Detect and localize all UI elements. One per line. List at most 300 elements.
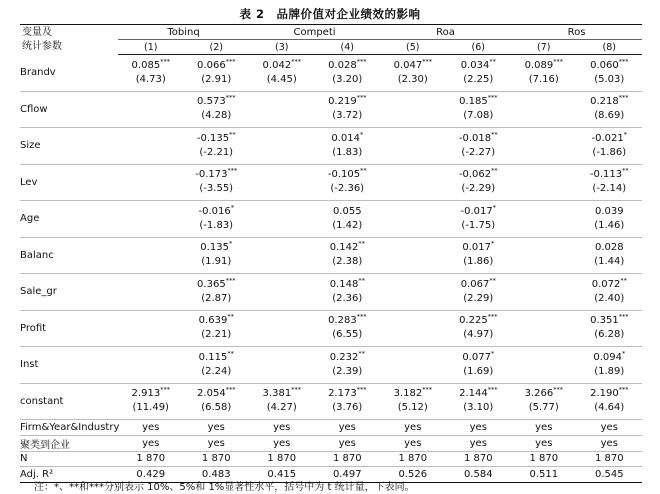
summary-cell: yes xyxy=(446,420,512,436)
coefficient-value: 3.266 xyxy=(524,388,554,400)
table-cell xyxy=(446,128,512,165)
t-statistic: (3.72) xyxy=(332,110,363,122)
t-statistic: (2.21) xyxy=(201,329,232,341)
significance-stars: *** xyxy=(618,93,629,102)
table-row xyxy=(20,310,642,347)
summary-cell: 1 870 xyxy=(577,451,643,467)
coefficient xyxy=(380,387,446,401)
table-cell xyxy=(446,164,512,201)
summary-cell: yes xyxy=(577,435,643,451)
significance-stars: *** xyxy=(291,385,301,394)
coefficient-value: 0.135 xyxy=(200,242,229,254)
table-cell xyxy=(184,310,250,347)
coefficient xyxy=(315,168,381,182)
t-statistic: (4.28) xyxy=(201,110,232,122)
table-cell xyxy=(511,164,577,201)
coefficient-value: 0.225 xyxy=(459,315,488,327)
row-label: N xyxy=(20,451,118,467)
row-label: Adj. R² xyxy=(20,467,118,483)
coefficient-value: 0.042 xyxy=(262,59,292,71)
table-cell xyxy=(511,310,577,347)
table-cell xyxy=(446,347,512,384)
column-header-3: (3) xyxy=(249,40,315,55)
significance-stars: *** xyxy=(356,93,367,102)
table-cell xyxy=(118,274,184,311)
summary-cell: 0.429 xyxy=(118,467,184,483)
significance-stars: * xyxy=(492,203,497,212)
coefficient-value: 0.365 xyxy=(197,278,226,290)
table-cell xyxy=(315,128,381,165)
table-cell xyxy=(380,383,446,420)
significance-stars: *** xyxy=(225,57,236,66)
row-label: Age xyxy=(20,201,118,238)
coefficient xyxy=(446,132,512,146)
significance-stars: *** xyxy=(291,57,301,66)
column-header-6: (6) xyxy=(446,40,512,55)
coefficient-value: 0.115 xyxy=(198,351,228,363)
table-row xyxy=(20,164,642,201)
row-label: Lev xyxy=(20,164,118,201)
column-header-4: (4) xyxy=(315,40,381,55)
summary-cell: yes xyxy=(249,420,315,436)
significance-stars: *** xyxy=(487,312,498,321)
coefficient-value: 0.066 xyxy=(197,59,226,71)
coefficient xyxy=(184,205,250,219)
coefficient-value: 0.218 xyxy=(590,96,619,108)
coefficient-value: 0.185 xyxy=(459,96,488,108)
summary-cell: 0.511 xyxy=(511,467,577,483)
summary-row xyxy=(20,435,642,451)
summary-cell: yes xyxy=(184,420,250,436)
t-statistic: (4.97) xyxy=(463,329,494,341)
table-cell xyxy=(315,201,381,238)
t-statistic: (-1.83) xyxy=(199,219,234,231)
table-cell xyxy=(184,128,250,165)
table-cell xyxy=(511,55,577,92)
t-statistic: (5.03) xyxy=(594,73,625,85)
group-header-roa: Roa xyxy=(380,25,511,40)
t-statistic: (2.39) xyxy=(332,365,363,377)
coefficient xyxy=(249,387,315,401)
table-cell xyxy=(184,347,250,384)
significance-stars: *** xyxy=(227,166,238,175)
table-cell xyxy=(577,310,643,347)
coefficient-value: 0.017 xyxy=(462,242,491,254)
coefficient xyxy=(577,314,643,328)
coefficient-value: -0.018 xyxy=(458,132,492,144)
summary-cell: yes xyxy=(184,435,250,451)
coefficient xyxy=(315,241,381,255)
coefficient xyxy=(577,168,643,182)
coefficient xyxy=(577,205,643,219)
significance-stars: * xyxy=(623,130,628,139)
significance-stars: *** xyxy=(225,276,236,285)
coefficient-value: 0.067 xyxy=(460,278,490,290)
coefficient xyxy=(184,387,250,401)
coefficient-value: 2.054 xyxy=(197,388,226,400)
table-cell xyxy=(511,128,577,165)
table-cell xyxy=(315,274,381,311)
column-header-8: (8) xyxy=(577,40,643,55)
coefficient xyxy=(249,59,315,73)
coefficient-value: 0.047 xyxy=(393,59,423,71)
table-cell xyxy=(577,237,643,274)
row-label: Balanc xyxy=(20,237,118,274)
coefficient xyxy=(446,241,512,255)
coefficient-value: 0.014 xyxy=(331,132,360,144)
coefficient xyxy=(315,351,381,365)
t-statistic: (7.16) xyxy=(528,73,559,85)
table-cell xyxy=(118,237,184,274)
table-cell xyxy=(249,128,315,165)
t-statistic: (2.38) xyxy=(332,256,363,268)
table-cell xyxy=(249,237,315,274)
t-statistic: (6.55) xyxy=(332,329,363,341)
significance-stars: ** xyxy=(489,276,496,285)
t-statistic: (1.89) xyxy=(594,365,625,377)
coefficient xyxy=(315,387,381,401)
summary-cell: yes xyxy=(380,420,446,436)
summary-row xyxy=(20,451,642,467)
table-cell xyxy=(249,55,315,92)
coefficient xyxy=(184,95,250,109)
row-label: Brandv xyxy=(20,55,118,92)
coefficient xyxy=(380,59,446,73)
coefficient-value: 0.085 xyxy=(131,59,161,71)
table-cell xyxy=(511,347,577,384)
coefficient-value: 0.039 xyxy=(594,205,624,217)
t-statistic: (2.25) xyxy=(463,73,494,85)
coefficient-value: 0.351 xyxy=(590,315,619,327)
table-row xyxy=(20,55,642,92)
table-cell xyxy=(380,201,446,238)
table-cell xyxy=(249,274,315,311)
significance-stars: ** xyxy=(229,130,236,139)
coefficient xyxy=(184,132,250,146)
t-statistic: (-2.21) xyxy=(199,146,234,158)
summary-cell: 1 870 xyxy=(446,451,512,467)
table-row xyxy=(20,91,642,128)
t-statistic: (2.87) xyxy=(201,292,232,304)
column-header-7: (7) xyxy=(511,40,577,55)
table-cell xyxy=(249,347,315,384)
coefficient-value: 2.913 xyxy=(131,388,161,400)
t-statistic: (-2.36) xyxy=(330,183,365,195)
coefficient xyxy=(315,95,381,109)
t-statistic: (5.12) xyxy=(397,402,428,414)
summary-cell: yes xyxy=(511,420,577,436)
table-row xyxy=(20,237,642,274)
summary-cell: yes xyxy=(446,435,512,451)
significance-stars: ** xyxy=(358,239,365,248)
significance-stars: *** xyxy=(422,57,432,66)
coefficient-value: 0.034 xyxy=(460,59,490,71)
coefficient xyxy=(315,59,381,73)
coefficient-value: 0.142 xyxy=(329,242,359,254)
significance-stars: ** xyxy=(620,276,627,285)
summary-cell: yes xyxy=(511,435,577,451)
table-cell xyxy=(446,310,512,347)
row-label: Firm&Year&Industry xyxy=(20,420,118,436)
table-cell xyxy=(249,91,315,128)
summary-cell: yes xyxy=(315,420,381,436)
table-cell xyxy=(380,164,446,201)
table-cell xyxy=(315,55,381,92)
table-cell xyxy=(315,347,381,384)
column-header-5: (5) xyxy=(380,40,446,55)
significance-stars: ** xyxy=(358,276,365,285)
coefficient xyxy=(118,387,184,401)
coefficient xyxy=(184,314,250,328)
coefficient-value: 0.283 xyxy=(328,315,357,327)
table-row xyxy=(20,274,642,311)
coefficient xyxy=(577,278,643,292)
column-header-1: (1) xyxy=(118,40,184,55)
summary-cell: 0.545 xyxy=(577,467,643,483)
significance-stars: *** xyxy=(553,385,563,394)
coefficient-value: -0.105 xyxy=(327,169,361,181)
coefficient-value: 0.232 xyxy=(329,351,359,363)
coefficient xyxy=(577,95,643,109)
table-cell xyxy=(511,383,577,420)
row-header-line2: 统计参数 xyxy=(22,40,62,52)
significance-stars: ** xyxy=(358,349,365,358)
table-cell xyxy=(118,55,184,92)
t-statistic: (8.69) xyxy=(594,110,625,122)
significance-stars: *** xyxy=(553,57,563,66)
table-cell xyxy=(511,201,577,238)
summary-cell: yes xyxy=(577,420,643,436)
significance-stars: *** xyxy=(422,385,432,394)
summary-cell: 0.497 xyxy=(315,467,381,483)
t-statistic: (2.36) xyxy=(332,292,363,304)
row-label: Profit xyxy=(20,310,118,347)
table-cell xyxy=(577,347,643,384)
table-body xyxy=(20,55,642,483)
table-cell xyxy=(446,237,512,274)
table-cell xyxy=(380,55,446,92)
coefficient xyxy=(184,59,250,73)
coefficient-value: 3.381 xyxy=(262,388,292,400)
significance-stars: *** xyxy=(618,312,629,321)
significance-stars: *** xyxy=(356,385,367,394)
t-statistic: (4.45) xyxy=(266,73,297,85)
summary-cell: 0.584 xyxy=(446,467,512,483)
significance-stars: *** xyxy=(225,385,236,394)
coefficient-value: 2.173 xyxy=(328,388,357,400)
t-statistic: (2.91) xyxy=(201,73,232,85)
coefficient xyxy=(577,387,643,401)
table-cell xyxy=(315,310,381,347)
coefficient-value: -0.017 xyxy=(460,205,493,217)
t-statistic: (3.76) xyxy=(332,402,363,414)
table-cell xyxy=(315,383,381,420)
table-cell xyxy=(118,164,184,201)
summary-cell: yes xyxy=(380,435,446,451)
coefficient-value: 0.060 xyxy=(590,59,619,71)
coefficient-value: 2.144 xyxy=(459,388,488,400)
significance-stars: * xyxy=(230,203,234,212)
coefficient-value: 2.190 xyxy=(590,388,619,400)
table-cell xyxy=(118,128,184,165)
coefficient xyxy=(446,278,512,292)
table-cell xyxy=(577,274,643,311)
table-cell xyxy=(511,237,577,274)
coefficient-value: 0.639 xyxy=(198,315,228,327)
t-statistic: (-1.75) xyxy=(461,219,496,231)
row-label: Sale_gr xyxy=(20,274,118,311)
coefficient-value: -0.062 xyxy=(458,169,492,181)
t-statistic: (5.77) xyxy=(528,402,559,414)
t-statistic: (2.29) xyxy=(463,292,494,304)
t-statistic: (1.44) xyxy=(594,256,625,268)
summary-cell: yes xyxy=(249,435,315,451)
coefficient xyxy=(577,132,643,146)
coefficient-value: 0.028 xyxy=(328,59,357,71)
coefficient xyxy=(446,314,512,328)
significance-stars: * xyxy=(621,349,626,358)
table-cell xyxy=(184,237,250,274)
table-cell xyxy=(446,91,512,128)
table-cell xyxy=(184,383,250,420)
table-cell xyxy=(380,91,446,128)
row-label: Size xyxy=(20,128,118,165)
t-statistic: (-2.14) xyxy=(592,183,627,195)
coefficient xyxy=(315,278,381,292)
significance-stars: * xyxy=(228,239,233,248)
significance-stars: * xyxy=(490,239,495,248)
coefficient-value: -0.016 xyxy=(198,205,231,217)
row-header-line1: 变量及 xyxy=(22,26,52,38)
table-cell xyxy=(380,310,446,347)
coefficient xyxy=(184,168,250,182)
table-cell xyxy=(184,91,250,128)
coefficient xyxy=(511,387,577,401)
table-cell xyxy=(511,91,577,128)
coefficient-value: 0.089 xyxy=(524,59,554,71)
table-cell xyxy=(380,128,446,165)
table-cell xyxy=(446,274,512,311)
t-statistic: (1.91) xyxy=(201,256,232,268)
row-label: 聚类到企业 xyxy=(20,435,118,451)
summary-cell: yes xyxy=(118,435,184,451)
table-cell xyxy=(577,201,643,238)
summary-cell: yes xyxy=(315,435,381,451)
table-row xyxy=(20,383,642,420)
t-statistic: (6.28) xyxy=(594,329,625,341)
coefficient xyxy=(184,278,250,292)
t-statistic: (3.20) xyxy=(332,73,363,85)
t-statistic: (-2.27) xyxy=(461,146,496,158)
coefficient xyxy=(315,205,381,219)
t-statistic: (4.73) xyxy=(135,73,166,85)
t-statistic: (2.40) xyxy=(594,292,625,304)
row-label: Inst xyxy=(20,347,118,384)
summary-cell: 1 870 xyxy=(184,451,250,467)
coefficient-value: -0.113 xyxy=(589,169,623,181)
group-header-competi: Competi xyxy=(249,25,380,40)
significance-stars: ** xyxy=(227,349,234,358)
coefficient-value: -0.135 xyxy=(196,132,230,144)
table-cell xyxy=(184,201,250,238)
table-row xyxy=(20,347,642,384)
table-row xyxy=(20,201,642,238)
table-title: 表 2 品牌价值对企业绩效的影响 xyxy=(239,7,421,21)
table-footnote: 注：*、**和***分别表示 10%、5%和 1%显著性水平，括号中为 t 统计量，下表同。 xyxy=(34,482,415,493)
significance-stars: *** xyxy=(160,385,170,394)
t-statistic: (-2.29) xyxy=(461,183,496,195)
regression-table xyxy=(20,24,642,483)
table-cell xyxy=(380,347,446,384)
summary-cell: 1 870 xyxy=(511,451,577,467)
table-row xyxy=(20,128,642,165)
summary-cell: 1 870 xyxy=(118,451,184,467)
table-cell xyxy=(249,201,315,238)
coefficient xyxy=(184,241,250,255)
coefficient-value: 3.182 xyxy=(393,388,423,400)
coefficient xyxy=(184,351,250,365)
group-header-tobinq: Tobinq xyxy=(118,25,249,40)
row-label: constant xyxy=(20,383,118,420)
t-statistic: (1.86) xyxy=(463,256,494,268)
significance-stars: *** xyxy=(356,312,367,321)
t-statistic: (3.10) xyxy=(463,402,494,414)
table-cell xyxy=(184,55,250,92)
coefficient-value: -0.021 xyxy=(591,132,624,144)
coefficient xyxy=(446,387,512,401)
column-header-2: (2) xyxy=(184,40,250,55)
table-cell xyxy=(315,237,381,274)
coefficient-value: 0.055 xyxy=(332,205,362,217)
t-statistic: (1.83) xyxy=(332,146,363,158)
significance-stars: ** xyxy=(622,166,629,175)
coefficient-value: 0.072 xyxy=(591,278,621,290)
coefficient xyxy=(511,59,577,73)
table-cell xyxy=(118,347,184,384)
coefficient xyxy=(118,59,184,73)
significance-stars: ** xyxy=(360,166,367,175)
coefficient-value: 0.094 xyxy=(593,351,622,363)
significance-stars: ** xyxy=(227,312,234,321)
t-statistic: (1.46) xyxy=(594,219,625,231)
t-statistic: (1.42) xyxy=(332,219,363,231)
table-cell xyxy=(380,274,446,311)
row-header-label xyxy=(20,25,118,55)
table-cell xyxy=(315,91,381,128)
significance-stars: ** xyxy=(491,130,498,139)
table-cell xyxy=(315,164,381,201)
table-cell xyxy=(184,274,250,311)
table-cell xyxy=(118,91,184,128)
summary-cell: 0.526 xyxy=(380,467,446,483)
coefficient xyxy=(577,241,643,255)
coefficient xyxy=(315,132,381,146)
t-statistic: (4.27) xyxy=(266,402,297,414)
significance-stars: * xyxy=(490,349,495,358)
significance-stars: *** xyxy=(618,385,629,394)
table-cell xyxy=(577,383,643,420)
table-cell xyxy=(380,237,446,274)
coefficient-value: 0.219 xyxy=(328,96,357,108)
table-cell xyxy=(118,201,184,238)
coefficient-value: 0.148 xyxy=(329,278,359,290)
coefficient xyxy=(577,59,643,73)
summary-cell: 1 870 xyxy=(380,451,446,467)
coefficient-value: 0.028 xyxy=(594,242,624,254)
coefficient-value: -0.173 xyxy=(195,169,228,181)
significance-stars: *** xyxy=(225,93,236,102)
coefficient-value: 0.573 xyxy=(197,96,226,108)
